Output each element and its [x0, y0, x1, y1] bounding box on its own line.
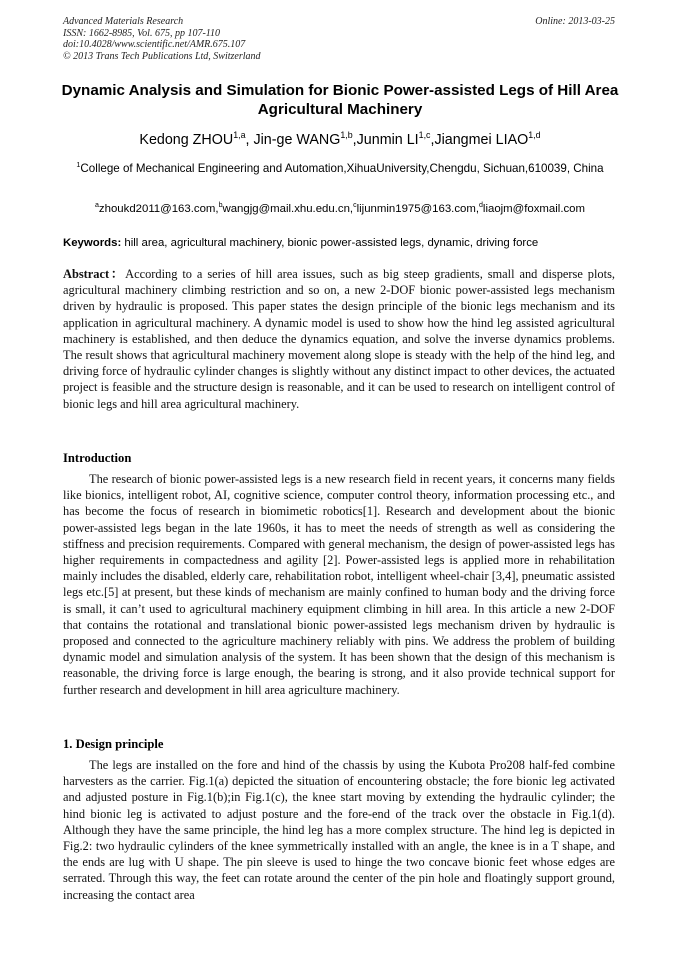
online-date: Online: 2013-03-25: [535, 16, 615, 27]
abstract-label: Abstract：: [63, 267, 126, 281]
keywords: [63, 237, 618, 249]
author-name: Kedong ZHOU: [139, 132, 234, 148]
abstract: [63, 266, 615, 412]
email-link[interactable]: wangjg@mail.xhu.edu.cn,: [222, 203, 354, 215]
journal-header: [63, 16, 615, 62]
author-name: Jiangmei LIAO: [434, 132, 529, 148]
design-principle-text: The legs are installed on the fore and hind of the chassis by using the Kubota Pro208 half-fed combine harvesters as the carrier. Fig.1(a) depicted the situation of encountering obstacle; the fore bionic leg activated and adjusted posture in Fig.1(b);in Fig.1(c), the knee start moving by extending the hydraulic cylinder; the hind bionic leg is activated to adjust posture and the fore-end of the track over the obstacle in Fig.1(d). Although they have the same principle, the hind leg has a more complex structure. The hind leg is depicted in Fig.2: two hydraulic cylinders of the knee symmetrically installed with an angle, the knee is in a T shape, and the ends are lug with U shape. The pin sleeve is used to hinge the two concave bionic feet whose edges are serrated. Through this way, the feet can rotate around the center of the pin hole and floatingly support ground, increasing the contact area: [63, 758, 615, 902]
paper-title: Dynamic Analysis and Simulation for Bionic Power-assisted Legs of Hill Area Agricultural Machinery: [61, 82, 619, 118]
copyright-line: © 2013 Trans Tech Publications Ltd, Switzerland: [63, 50, 261, 62]
keywords-text: hill area, agricultural machinery, bionic power-assisted legs, dynamic, driving force: [121, 237, 539, 249]
author-affiliation-mark: 1,a: [233, 130, 246, 141]
author-separator: ,: [430, 132, 435, 148]
affiliation-mark: 1: [76, 160, 81, 170]
keywords-label: Keywords:: [63, 237, 122, 249]
email-link[interactable]: zhoukd2011@163.com,: [98, 203, 219, 215]
email-mark: a: [95, 202, 99, 210]
email-link[interactable]: lijunmin1975@163.com,: [356, 203, 479, 215]
email-mark: c: [353, 202, 357, 210]
author-separator: ,: [245, 132, 254, 148]
design-principle-heading: 1. Design principle: [63, 737, 164, 751]
doi-line: doi:10.4028/www.scientific.net/AMR.675.107: [63, 39, 246, 50]
abstract-text: According to a series of hill area issues, such as big steep gradients, small and disperse plots, agricultural machinery climbing restriction and so on, a new 2-DOF bionic power-assisted legs mechanism driven by hydraulic is proposed. This paper states the design principle of the bionic legs mechanism and its application in agricultural machinery. A dynamic model is used to show how the hind leg assisted agricultural machinery is established, and then deduce the dynamics equation, and solve the inverse dynamics problems. The result shows that agricultural machinery movement along slope is steady with the help of the hind leg, and driving force of hydraulic cylinder changes is slightly without any distinct impact to other devices, the actuated project is feasible and the structure design is reasonable, and it can be used to research on intelligent control of bionic legs and hill area agricultural machinery.: [63, 267, 615, 411]
affiliation: [40, 156, 640, 181]
author-separator: ,: [352, 132, 357, 148]
affiliation-text: College of Mechanical Engineering and Automation,XihuaUniversity,Chengdu, Sichuan,610039, China: [80, 162, 604, 175]
introduction-heading: Introduction: [63, 451, 132, 465]
author-affiliation-mark: 1,d: [528, 130, 541, 141]
email-list: [40, 203, 640, 215]
author-affiliation-mark: 1,c: [418, 130, 431, 141]
author-affiliation-mark: 1,b: [340, 130, 353, 141]
author-name: Jin-ge WANG: [253, 132, 341, 148]
issn-line: ISSN: 1662-8985, Vol. 675, pp 107-110: [63, 27, 221, 39]
introduction-text: The research of bionic power-assisted legs is a new research field in recent years, it concerns many fields like bionics, intelligent robot, AI, cognitive science, computer control theory, information processing etc., and has become the focus of research in biomimetic robotics[1]. Research and development about the bionic power-assisted legs began in the late 1960s, it has to meet the needs of strength as well as considering the stiffness and precision requirements. Compared with general mechanism, the design of power-assisted legs has higher requirements in compactedness and agility [2]. Power-assisted legs is applied more in rehabilitation mainly includes the disabled, elderly care, rehabilitation robot, intelligent wheel-chair [3,4], pneumatic assisted legs etc.[5] at present, but these kinds of mechanism are mainly confined to human body and the driving force is small, it can’t used to agricultural machinery equipment climbing in hill area. In this article a new 2-DOF that contains the rotational and translational bionic power-assisted legs mechanism driven by hydraulic is proposed and connected to the agriculture machinery reliably with pins. We address the problem of building dynamic model and simulation analysis of the system. It has been shown that the design of this mechanism is reasonable, the driving force is large enough, the bearing is strong, and it also provide technical support for further research and development in hill area agriculture machinery.: [63, 472, 615, 697]
author-list: [40, 132, 640, 148]
email-mark: b: [218, 202, 223, 210]
email-link[interactable]: liaojm@foxmail.com: [482, 203, 585, 215]
email-mark: d: [479, 202, 483, 210]
author-name: Junmin LI: [356, 132, 419, 148]
journal-name: Advanced Materials Research: [63, 16, 184, 27]
